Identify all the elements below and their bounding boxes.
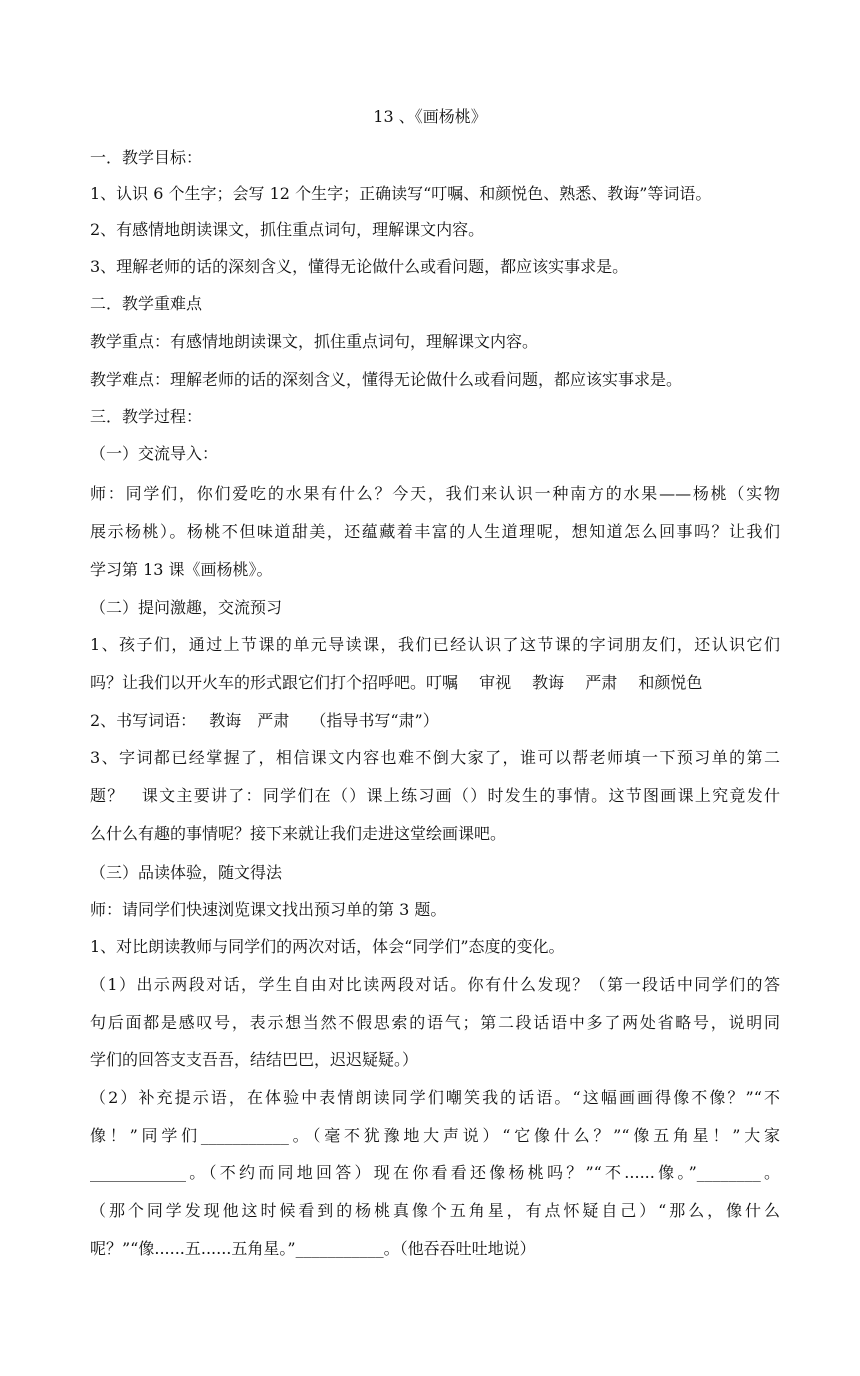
subsection-heading-1: （一）交流导入： xyxy=(90,444,219,463)
paragraph-line: 句后面都是感叹号，表示想当然不假思索的语气；第二段话语中多了两处省略号，说明同 xyxy=(90,1013,780,1032)
paragraph-line: 2、书写词语： 教诲 严肃 （指导书写“肃”） xyxy=(90,711,439,730)
objective-1: 1、认识 6 个生字；会写 12 个生字；正确读写“叮嘱、和颜悦色、熟悉、教诲”等词语。 xyxy=(90,184,712,203)
paragraph-line: 题？ 课文主要讲了：同学们在（）课上练习画（）时发生的事情。这节图画课上究竟发什 xyxy=(90,786,780,805)
paragraph-line: 学习第 13 课《画杨桃》。 xyxy=(90,560,273,579)
paragraph-line: （1）出示两段对话，学生自由对比读两段对话。你有什么发现？（第一段话中同学们的答 xyxy=(90,975,780,994)
paragraph-line: （那个同学发现他这时候看到的杨桃真像个五角星，有点怀疑自己）“那么，像什么 xyxy=(90,1201,780,1220)
section-heading-key-points: 二．教学重难点 xyxy=(90,294,203,313)
paragraph-line: 1、孩子们，通过上节课的单元导读课，我们已经认识了这节课的字词朋友们，还认识它们 xyxy=(90,635,780,654)
paragraph-line: （2）补充提示语，在体验中表情朗读同学们嘲笑我的话语。“这幅画画得像不像？”“不 xyxy=(90,1088,780,1107)
paragraph-line: 呢？”“像......五......五角星。”___________。（他吞吞吐吐地说） xyxy=(90,1239,536,1258)
document-title: 13 、《画杨桃》 xyxy=(373,107,487,126)
paragraph-line: 学们的回答支支吾吾，结结巴巴，迟迟疑疑。） xyxy=(90,1050,419,1069)
section-heading-process: 三．教学过程： xyxy=(90,407,203,426)
paragraph-line: 吗？让我们以开火车的形式跟它们打个招呼吧。叮嘱 审视 教诲 严肃 和颜悦色 xyxy=(90,673,703,692)
key-point: 教学重点：有感情地朗读课文，抓住重点词句，理解课文内容。 xyxy=(90,332,539,351)
paragraph-line: ____________。（不约而同地回答）现在你看看还像杨桃吗？”“不......像。”________。 xyxy=(90,1163,780,1182)
paragraph-line: 么什么有趣的事情呢？接下来就让我们走进这堂绘画课吧。 xyxy=(90,824,507,843)
paragraph-line: 像！”同学们___________。（毫不犹豫地大声说）“它像什么？”“像五角星！”大家 xyxy=(90,1126,780,1145)
paragraph-line: 师：同学们，你们爱吃的水果有什么？今天，我们来认识一种南方的水果——杨桃（实物 xyxy=(90,484,780,503)
objective-2: 2、有感情地朗读课文，抓住重点词句，理解课文内容。 xyxy=(90,220,485,239)
paragraph-line: 师：请同学们快速浏览课文找出预习单的第 3 题。 xyxy=(90,900,447,919)
subsection-heading-2: （二）提问激趣，交流预习 xyxy=(90,598,283,617)
paragraph-line: 3、字词都已经掌握了，相信课文内容也难不倒大家了，谁可以帮老师填一下预习单的第二 xyxy=(90,748,780,767)
paragraph-line: 1、对比朗读教师与同学们的两次对话，体会“同学们”态度的变化。 xyxy=(90,937,565,956)
objective-3: 3、理解老师的话的深刻含义，懂得无论做什么或看问题，都应该实事求是。 xyxy=(90,257,629,276)
section-heading-objectives: 一．教学目标： xyxy=(90,148,203,167)
difficult-point: 教学难点：理解老师的话的深刻含义，懂得无论做什么或看问题，都应该实事求是。 xyxy=(90,370,683,389)
paragraph-line: 展示杨桃）。杨桃不但味道甜美，还蕴藏着丰富的人生道理呢，想知道怎么回事吗？让我们 xyxy=(90,522,780,541)
subsection-heading-3: （三）品读体验，随文得法 xyxy=(90,863,283,882)
